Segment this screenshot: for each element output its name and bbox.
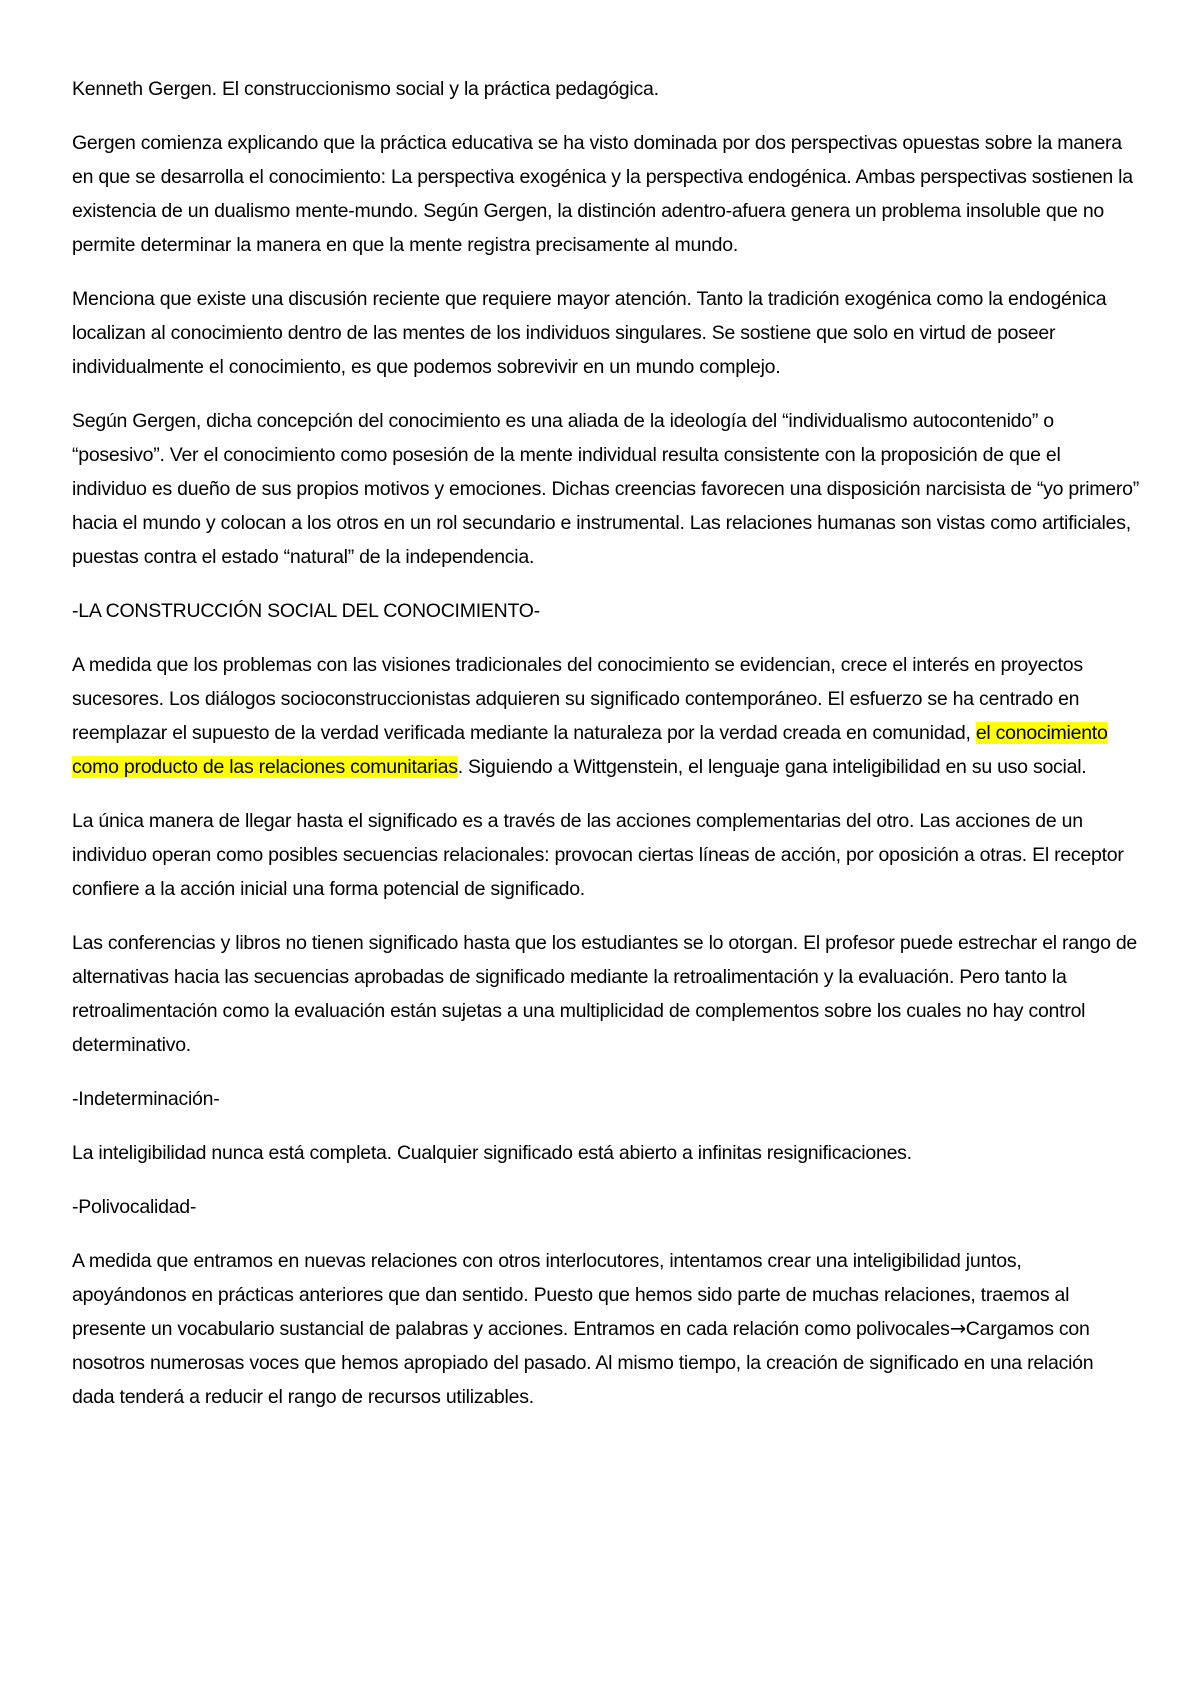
paragraph-1: Gergen comienza explicando que la práctica educativa se ha visto dominada por dos perspectivas opuestas sobre la manera en que se desarrolla el conocimiento: La perspectiva exogénica y la perspectiva endogénica. Ambas perspectivas sostienen la existencia de un dualismo mente-mundo. Según Gergen, la distinción adentro-afuera genera un problema insoluble que no permite determinar la manera en que la mente registra precisamente al mundo. [72, 132, 1133, 256]
section-heading-construccion-social: -LA CONSTRUCCIÓN SOCIAL DEL CONOCIMIENTO- [72, 600, 540, 622]
section-heading-polivocalidad: -Polivocalidad- [72, 1196, 197, 1218]
paragraph-6: Las conferencias y libros no tienen significado hasta que los estudiantes se lo otorgan. El profesor puede estrechar el rango de alternativas hacia las secuencias aprobadas de significado mediante la retroalimentación y la evaluación. Pero tanto la retroalimentación como la evaluación están sujetas a una multiplicidad de complementos sobre los cuales no hay control determinativo. [72, 932, 1138, 1056]
highlighted-text: el conocimiento como producto de las relaciones comunitarias [72, 722, 1108, 778]
document-title: Kenneth Gergen. El construccionismo social y la práctica pedagógica. [72, 78, 659, 100]
paragraph-8-text-start: A medida que entramos en nuevas relaciones con otros interlocutores, intentamos crear una inteligibilidad juntos, apoyándonos en prácticas anteriores que dan sentido. Puesto que hemos sido parte de muchas relaciones, traemos al presente un vocabulario sustancial de palabras y acciones. Entramos en cada relación como polivocales [72, 1250, 1070, 1340]
paragraph-8-text-end: Cargamos con nosotros numerosas voces que hemos apropiado del pasado. Al mismo tiempo, la creación de significado en una relación dada tenderá a reducir el rango de recursos utilizables. [72, 1318, 1094, 1408]
paragraph-5: La única manera de llegar hasta el significado es a través de las acciones complementarias del otro. Las acciones de un individuo operan como posibles secuencias relacionales: provocan ciertas líneas de acción, por oposición a otras. El receptor confiere a la acción inicial una forma potencial de significado. [72, 810, 1124, 900]
paragraph-4-text-start: A medida que los problemas con las visiones tradicionales del conocimiento se evidencian, crece el interés en proyectos sucesores. Los diálogos socioconstruccionistas adquieren su significado contemporáneo. El esfuerzo se ha centrado en reemplazar el supuesto de la verdad verificada mediante la naturaleza por la verdad creada en comunidad, [72, 654, 1083, 744]
paragraph-4 [72, 648, 1140, 784]
paragraph-7: La inteligibilidad nunca está completa. Cualquier significado está abierto a infinitas resignificaciones. [72, 1142, 912, 1164]
right-arrow-icon: → [949, 1317, 966, 1340]
paragraph-2: Menciona que existe una discusión reciente que requiere mayor atención. Tanto la tradición exogénica como la endogénica localizan al conocimiento dentro de las mentes de los individuos singulares. Se sostiene que solo en virtud de poseer individualmente el conocimiento, es que podemos sobrevivir en un mundo complejo. [72, 288, 1107, 378]
paragraph-8 [72, 1244, 1140, 1414]
section-heading-indeterminacion: -Indeterminación- [72, 1088, 220, 1110]
paragraph-4-text-end: . Siguiendo a Wittgenstein, el lenguaje gana inteligibilidad en su uso social. [457, 756, 1087, 778]
paragraph-3: Según Gergen, dicha concepción del conocimiento es una aliada de la ideología del “individualismo autocontenido” o “posesivo”. Ver el conocimiento como posesión de la mente individual resulta consistente con la proposición de que el individuo es dueño de sus propios motivos y emociones. Dichas creencias favorecen una disposición narcisista de “yo primero” hacia el mundo y colocan a los otros en un rol secundario e instrumental. Las relaciones humanas son vistas como artificiales, puestas contra el estado “natural” de la independencia. [72, 410, 1139, 568]
